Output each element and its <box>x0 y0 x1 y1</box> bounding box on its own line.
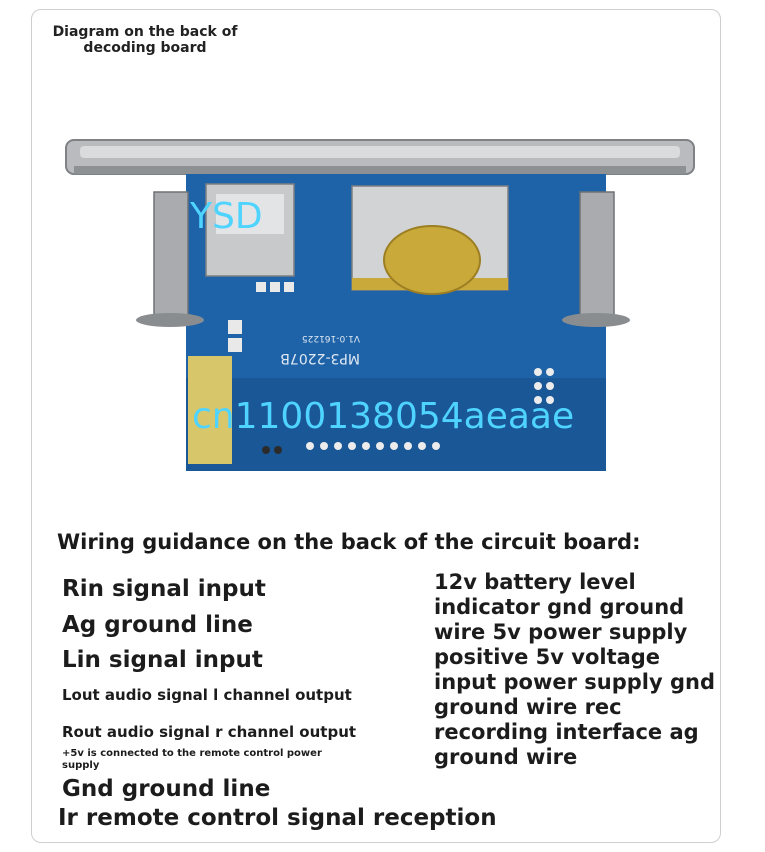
photo-caption: Diagram on the back of decoding board <box>52 24 238 56</box>
wiring-item-gnd: Gnd ground line <box>62 776 271 802</box>
board-model-label: MP3-2207B <box>280 350 360 366</box>
wiring-item-lout: Lout audio signal l channel output <box>62 686 352 704</box>
board-version-label: V1.0-161225 <box>301 333 360 343</box>
wiring-item-rout: Rout audio signal r channel output <box>62 723 357 741</box>
wiring-item-lin: Lin signal input <box>62 647 263 673</box>
wiring-item-ag: Ag ground line <box>62 612 253 638</box>
wiring-heading: Wiring guidance on the back of the circuit board: <box>57 530 641 554</box>
wiring-item-plus5v: +5v is connected to the remote control power supply <box>62 748 322 771</box>
decoding-board-photo <box>60 128 700 478</box>
watermark-code: cn1100138054aeaae <box>192 396 575 437</box>
wiring-item-rin: Rin signal input <box>62 576 266 602</box>
right-wiring-description: 12v battery level indicator gnd ground wire 5v power supply positive 5v voltage input power supply gnd ground wire rec recording interface ag ground wire <box>434 570 715 769</box>
watermark-ysd: YSD <box>190 196 263 237</box>
wiring-item-ir: Ir remote control signal reception <box>58 805 497 831</box>
